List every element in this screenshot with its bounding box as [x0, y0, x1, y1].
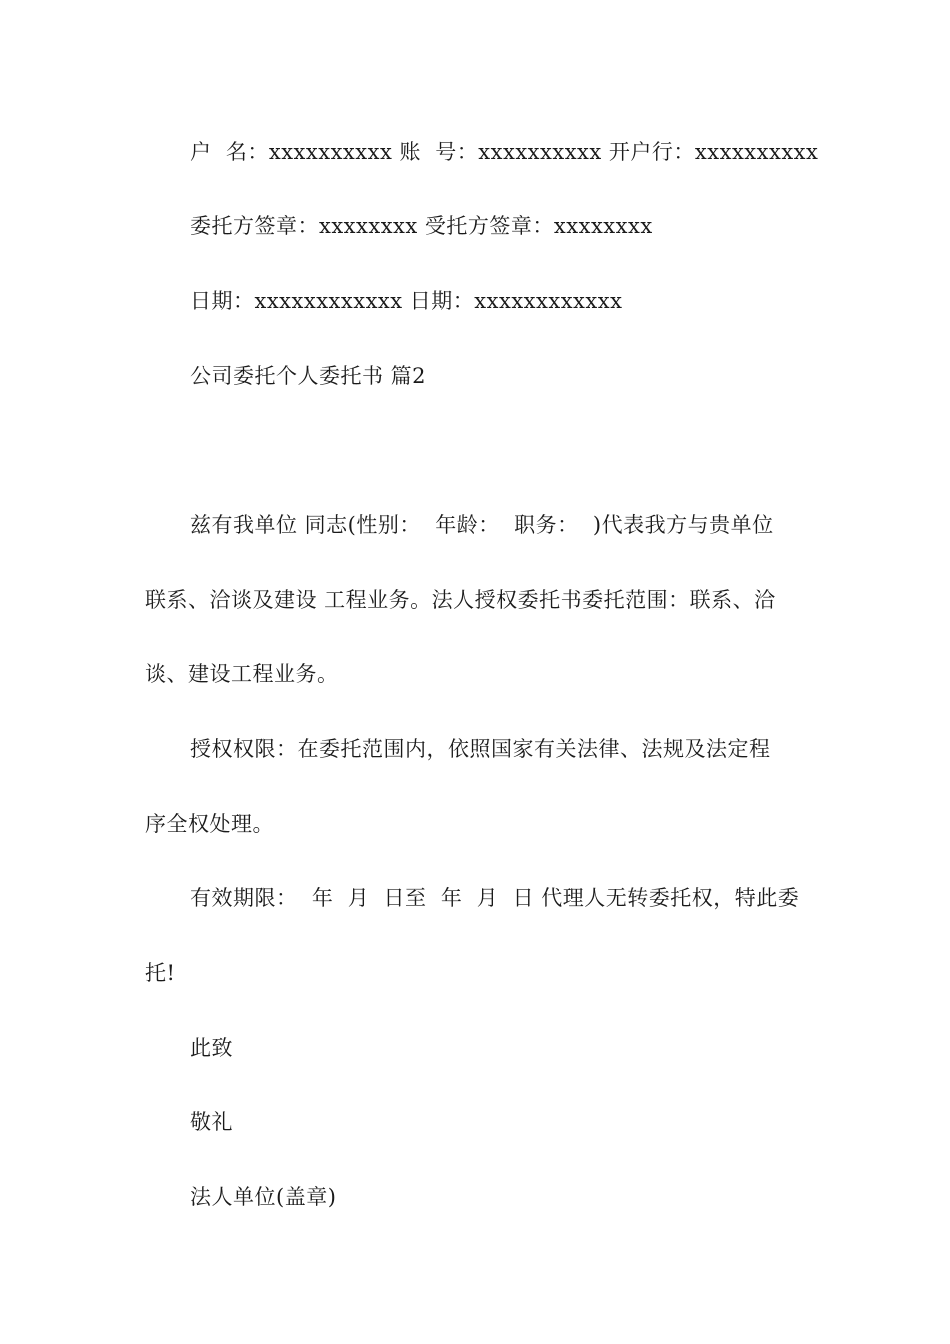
- paragraph-line: 托!: [145, 961, 176, 985]
- paragraph-line: 兹有我单位 同志(性别： 年龄： 职务： )代表我方与贵单位: [190, 513, 774, 537]
- paragraph-line: 联系、洽谈及建设 工程业务。法人授权委托书委托范围：联系、洽: [145, 588, 776, 612]
- account-info-line: 户 名：xxxxxxxxxx 账 号：xxxxxxxxxx 开户行：xxxxxxxxxx: [190, 140, 819, 164]
- paragraph-line: 谈、建设工程业务。: [145, 662, 339, 686]
- paragraph-line: 有效期限： 年 月 日至 年 月 日 代理人无转委托权，特此委: [190, 886, 800, 910]
- closing-line: 此致: [190, 1036, 233, 1060]
- date-line: 日期：xxxxxxxxxxxx 日期：xxxxxxxxxxxx: [190, 289, 623, 313]
- paragraph-line: 授权权限：在委托范围内，依照国家有关法律、法规及法定程: [190, 737, 771, 761]
- section-title: 公司委托个人委托书 篇2: [190, 364, 427, 388]
- signature-line: 委托方签章：xxxxxxxx 受托方签章：xxxxxxxx: [190, 214, 653, 238]
- signatory-line: 法人单位(盖章): [190, 1185, 337, 1209]
- closing-line: 敬礼: [190, 1110, 233, 1134]
- paragraph-line: 序全权处理。: [145, 812, 274, 836]
